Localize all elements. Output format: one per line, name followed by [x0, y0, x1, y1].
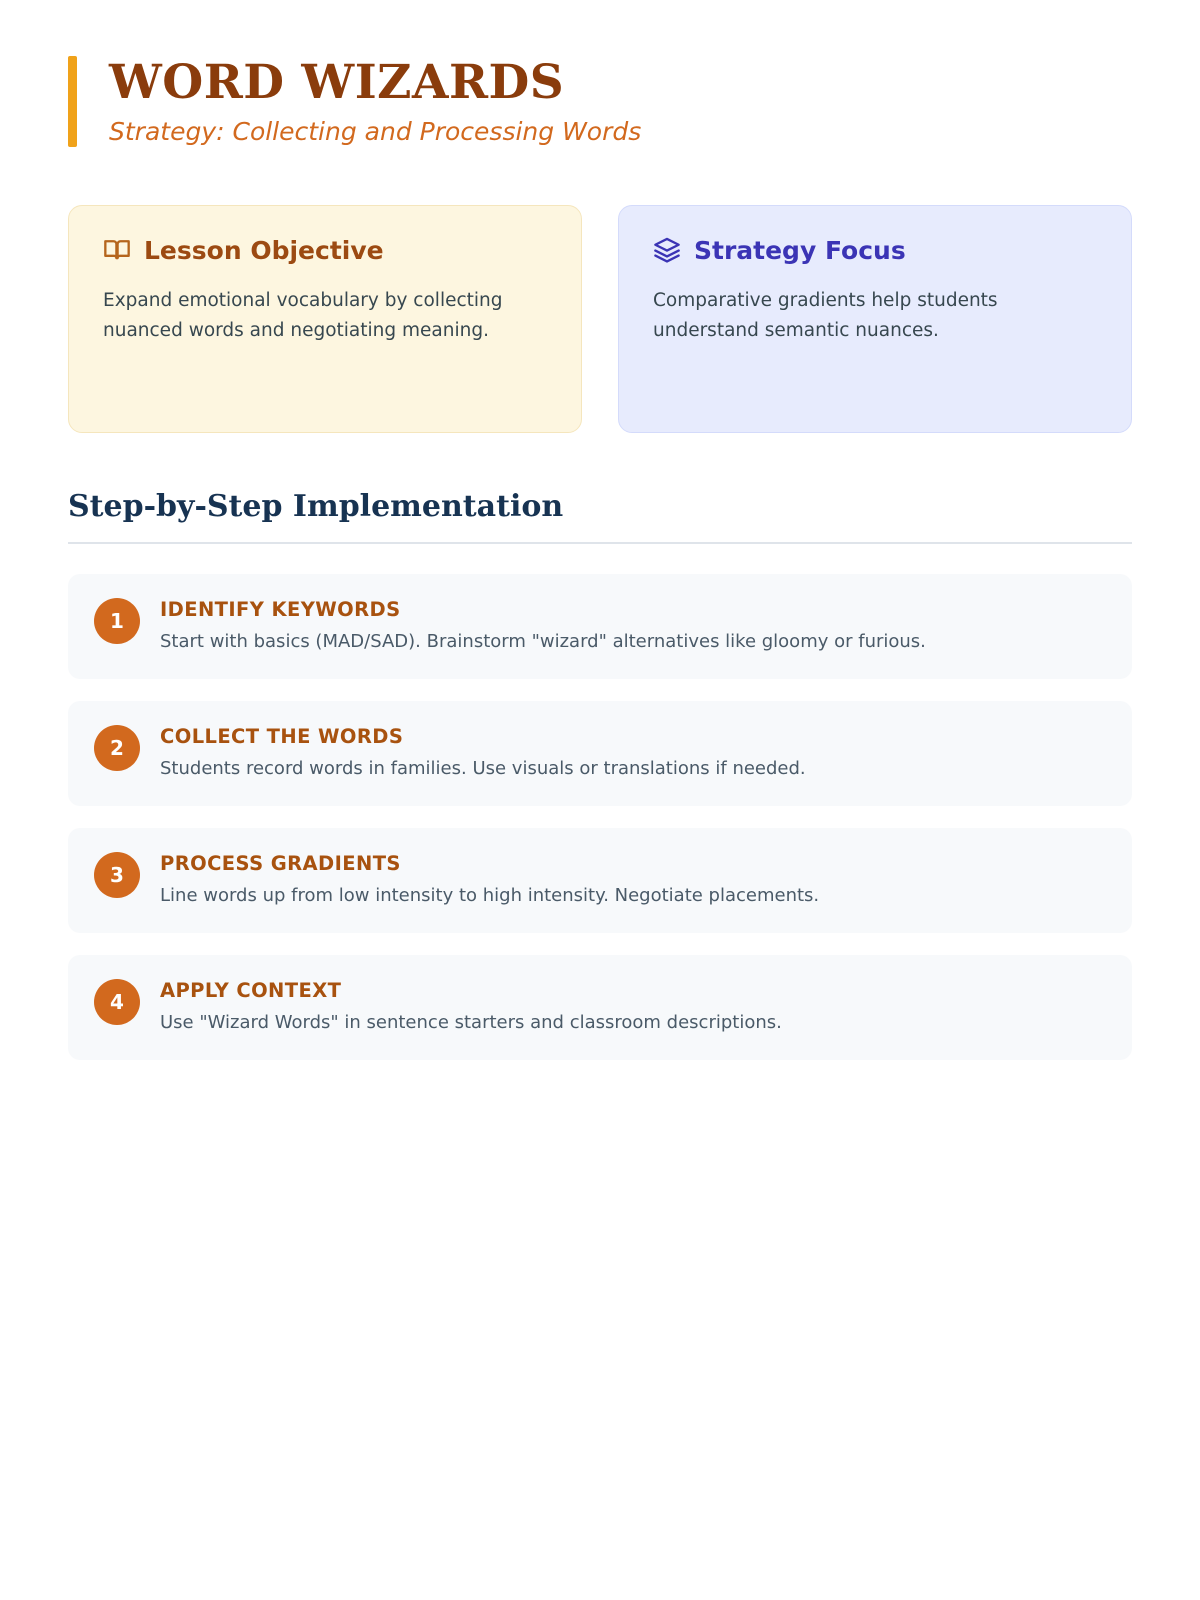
list-item — [68, 955, 1132, 1060]
steps-list — [68, 574, 1132, 1060]
step-number-badge: 2 — [94, 725, 140, 771]
layers-icon — [653, 236, 681, 264]
list-item — [68, 828, 1132, 933]
section-title: Step-by-Step Implementation — [68, 489, 564, 525]
strategy-focus-card — [618, 205, 1132, 433]
step-description: Start with basics (MAD/SAD). Brainstorm "wizard" alternatives like gloomy or furious. — [160, 631, 926, 653]
step-description: Use "Wizard Words" in sentence starters and classroom descriptions. — [160, 1012, 782, 1034]
strategy-focus-title: Strategy Focus — [694, 235, 906, 265]
list-item — [68, 701, 1132, 806]
lesson-objective-card-header — [103, 236, 547, 264]
lesson-objective-body: Expand emotional vocabulary by collecting nuanced words and negotiating meaning. — [103, 290, 503, 342]
strategy-focus-card-header — [653, 236, 1097, 264]
step-description: Line words up from low intensity to high intensity. Negotiate placements. — [160, 885, 820, 907]
header-text-group — [109, 56, 641, 147]
step-number-badge: 4 — [94, 979, 140, 1025]
step-title: COLLECT THE WORDS — [160, 725, 404, 749]
step-description: Students record words in families. Use visuals or translations if needed. — [160, 758, 806, 780]
section-divider — [68, 542, 1132, 544]
strategy-focus-body: Comparative gradients help students understand semantic nuances. — [653, 290, 998, 342]
open-book-icon — [103, 236, 131, 264]
step-text-group — [160, 977, 782, 1036]
header-accent-bar — [68, 56, 77, 147]
step-title: PROCESS GRADIENTS — [160, 852, 401, 876]
lesson-objective-card — [68, 205, 582, 433]
list-item — [68, 574, 1132, 679]
step-text-group — [160, 850, 819, 909]
step-title: APPLY CONTEXT — [160, 979, 342, 1003]
page-subtitle: Strategy: Collecting and Processing Words — [109, 117, 642, 147]
page-header — [68, 56, 1132, 147]
info-card-row — [68, 205, 1132, 433]
step-text-group — [160, 723, 806, 782]
step-title: IDENTIFY KEYWORDS — [160, 598, 401, 622]
lesson-objective-title: Lesson Objective — [144, 235, 384, 265]
page-title: WORD WIZARDS — [109, 55, 565, 110]
step-number-badge: 1 — [94, 598, 140, 644]
step-text-group — [160, 596, 926, 655]
step-number-badge: 3 — [94, 852, 140, 898]
